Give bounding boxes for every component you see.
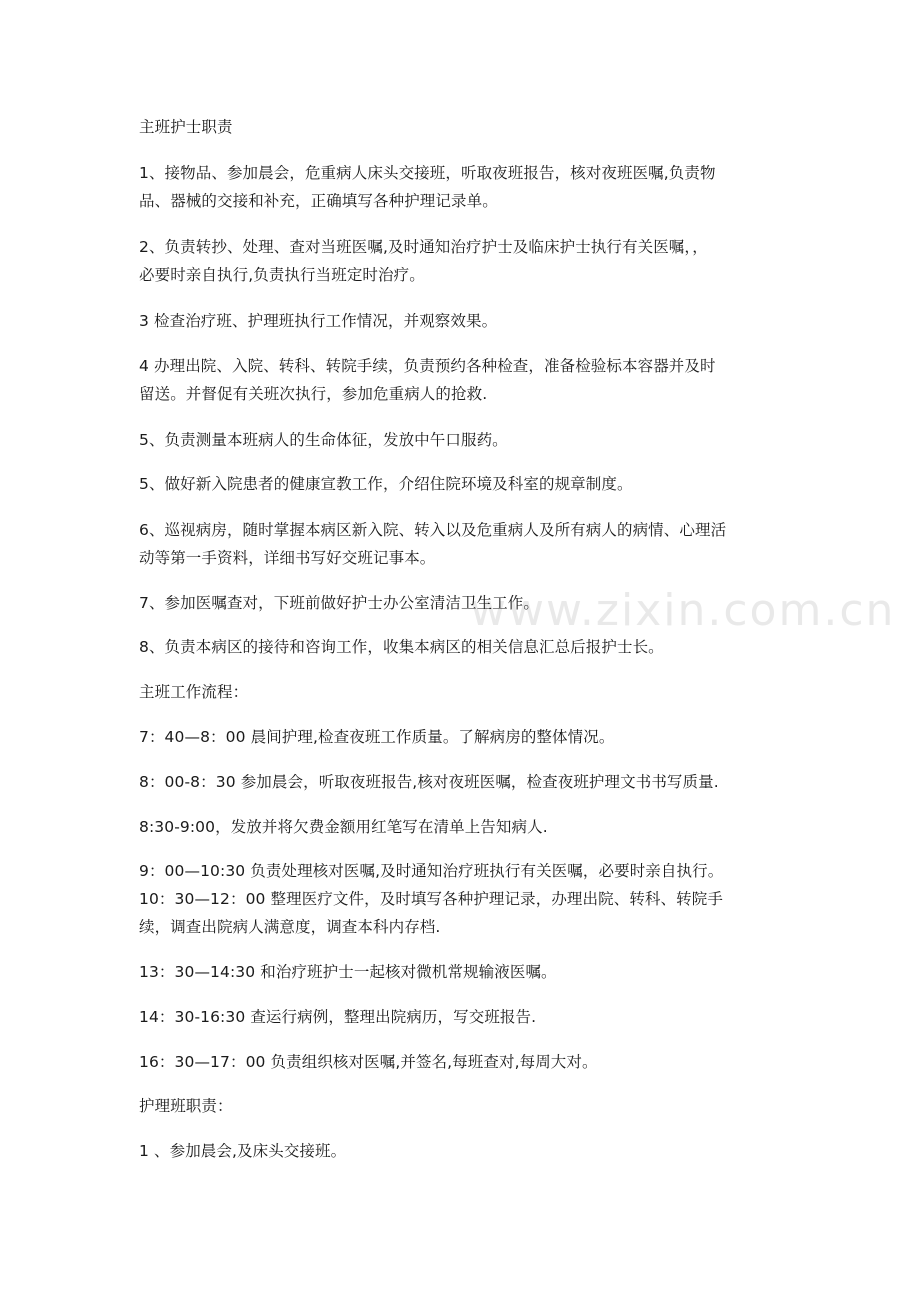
workflow-item-0830: 8:30-9:00，发放并将欠费金额用红笔写在清单上告知病人. [139,818,548,836]
section-title-workflow: 主班工作流程： [139,683,249,701]
duty-7: 7、参加医嘱查对，下班前做好护士办公室清洁卫生工作。 [139,594,539,612]
workflow-item-1330: 13：30—14:30 和治疗班护士一起核对微机常规输液医嘱。 [139,963,557,981]
duty-2-line-2: 必要时亲自执行,负责执行当班定时治疗。 [139,266,425,284]
duty-4-line-2: 留送。并督促有关班次执行，参加危重病人的抢救. [139,385,488,403]
workflow-item-1630: 16：30—17：00 负责组织核对医嘱,并签名,每班查对,每周大对。 [139,1053,598,1071]
workflow-item-1030-line-2: 续，调查出院病人满意度，调查本科内存档. [139,918,441,936]
duty-8: 8、负责本病区的接待和咨询工作，收集本病区的相关信息汇总后报护士长。 [139,638,664,656]
workflow-item-1430: 14：30-16:30 查运行病例，整理出院病历，写交班报告. [139,1008,537,1026]
duty-3: 3 检查治疗班、护理班执行工作情况，并观察效果。 [139,312,498,330]
duty-1-line-2: 品、器械的交接和补充，正确填写各种护理记录单。 [139,192,498,210]
section-title-nursing-duties: 护理班职责： [139,1097,233,1115]
workflow-item-0900: 9：00—10:30 负责处理核对医嘱,及时通知治疗班执行有关医嘱，必要时亲自执行。 [139,862,724,880]
duty-6-line-1: 6、巡视病房，随时掌握本病区新入院、转入以及危重病人及所有病人的病情、心理活 [139,521,727,539]
duty-5b: 5、做好新入院患者的健康宣教工作，介绍住院环境及科室的规章制度。 [139,475,633,493]
watermark: www.zixin.com.cn [470,585,896,636]
duty-5a: 5、负责测量本班病人的生命体征，发放中午口服药。 [139,431,508,449]
workflow-item-0800: 8：00-8：30 参加晨会，听取夜班报告,核对夜班医嘱，检查夜班护理文书书写质量. [139,773,719,791]
duty-2-line-1: 2、负责转抄、处理、查对当班医嘱,及时通知治疗护士及临床护士执行有关医嘱，， [139,238,708,256]
duty-4-line-1: 4 办理出院、入院、转科、转院手续，负责预约各种检查，准备检验标本容器并及时 [139,357,716,375]
workflow-item-1030-line-1: 10：30—12：00 整理医疗文件，及时填写各种护理记录，办理出院、转科、转院手 [139,890,723,908]
workflow-item-0740: 7：40—8：00 晨间护理,检查夜班工作质量。了解病房的整体情况。 [139,728,615,746]
nursing-duty-1: 1 、参加晨会,及床头交接班。 [139,1142,347,1160]
section-title-main-nurse-duties: 主班护士职责 [139,118,233,136]
duty-6-line-2: 动等第一手资料，详细书写好交班记事本。 [139,549,436,567]
duty-1-line-1: 1、接物品、参加晨会，危重病人床头交接班，听取夜班报告，核对夜班医嘱,负责物 [139,164,716,182]
